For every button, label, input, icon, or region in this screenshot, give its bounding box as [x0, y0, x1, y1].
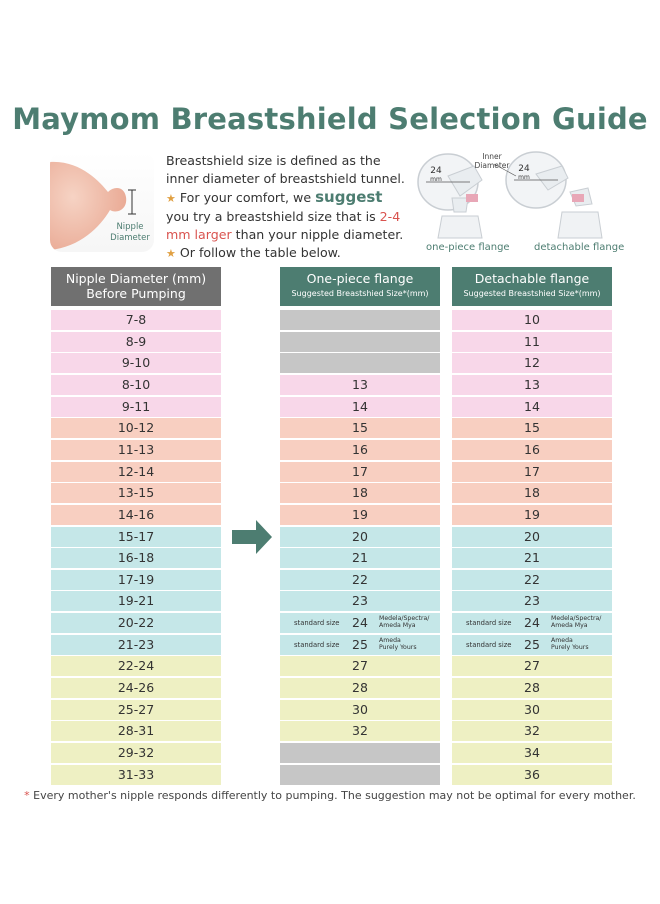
one-piece-cell	[280, 613, 440, 633]
nipple-cell: 28-31	[51, 721, 221, 741]
nipple-cell: 7-8	[51, 310, 221, 330]
brand-note: Medela/Spectra/ Ameda Mya	[379, 615, 430, 629]
one-piece-cell	[280, 743, 440, 763]
brand-note: Ameda Purely Yours	[379, 637, 417, 651]
footnote-asterisk: *	[24, 789, 30, 802]
one-piece-cell: 30	[280, 700, 440, 720]
detachable-cell: 20	[452, 527, 612, 547]
one-piece-cell: 22	[280, 570, 440, 590]
nipple-cell: 29-32	[51, 743, 221, 763]
one-piece-cell: 32	[280, 721, 440, 741]
intro-text	[166, 152, 406, 263]
detachable-cell: 14	[452, 397, 612, 417]
one-piece-cell: 16	[280, 440, 440, 460]
one-piece-caption: one-piece flange	[426, 242, 510, 253]
nipple-cell: 31-33	[51, 765, 221, 785]
detachable-cell: 18	[452, 483, 612, 503]
detachable-cell: 16	[452, 440, 612, 460]
intro-definition: Breastshield size is defined as the inner diameter of breastshield tunnel.	[166, 153, 405, 186]
nipple-cell: 17-19	[51, 570, 221, 590]
one-piece-cell: 17	[280, 462, 440, 482]
nipple-cell: 20-22	[51, 613, 221, 633]
detachable-cell: 28	[452, 678, 612, 698]
star-icon: ★	[166, 247, 176, 260]
nipple-cell: 16-18	[51, 548, 221, 568]
size-value: 25	[524, 637, 540, 652]
one-piece-cell: 18	[280, 483, 440, 503]
one-piece-cell: 28	[280, 678, 440, 698]
brand-note: Ameda Purely Yours	[551, 637, 589, 651]
one-piece-cell	[280, 332, 440, 352]
one-piece-cell: 21	[280, 548, 440, 568]
nipple-diameter-header: Nipple Diameter (mm) Before Pumping	[51, 267, 221, 306]
intro-suggestion: ★ For your comfort, we suggest you try a breastshield size that is 2-4 mm larger than your nipple diameter.	[166, 188, 404, 242]
nipple-cell: 10-12	[51, 418, 221, 438]
detachable-cell: 30	[452, 700, 612, 720]
standard-size-label: standard size	[466, 641, 512, 649]
one-piece-cell	[280, 765, 440, 785]
nipple-cell: 8-10	[51, 375, 221, 395]
nipple-diameter-label: Nipple Diameter	[110, 222, 150, 243]
footnote: * Every mother's nipple responds differently to pumping. The suggestion may not be optimal for every mother.	[24, 789, 636, 802]
inner-diameter-label: Inner Diameter	[474, 152, 510, 170]
detachable-cell: 32	[452, 721, 612, 741]
detachable-cell: 19	[452, 505, 612, 525]
intro-table-hint: ★ Or follow the table below.	[166, 245, 341, 260]
standard-size-label: standard size	[466, 619, 512, 627]
detachable-cell	[452, 635, 612, 655]
detachable-cell	[452, 613, 612, 633]
size-range-highlight: 2-4 mm larger	[166, 209, 401, 242]
size-value: 24	[524, 615, 540, 630]
size-value: 24	[352, 615, 368, 630]
nipple-cell: 14-16	[51, 505, 221, 525]
flange-illustration-icon	[412, 146, 632, 242]
one-piece-cell: 13	[280, 375, 440, 395]
standard-size-label: standard size	[294, 619, 340, 627]
detachable-cell: 22	[452, 570, 612, 590]
nipple-cell: 13-15	[51, 483, 221, 503]
detachable-cell: 10	[452, 310, 612, 330]
one-piece-size-value: 24	[430, 166, 442, 176]
nipple-cell: 11-13	[51, 440, 221, 460]
nipple-cell: 24-26	[51, 678, 221, 698]
nipple-cell: 25-27	[51, 700, 221, 720]
nipple-cell: 9-10	[51, 353, 221, 373]
nipple-cell: 8-9	[51, 332, 221, 352]
one-piece-cell: 27	[280, 656, 440, 676]
nipple-cell: 12-14	[51, 462, 221, 482]
detachable-cell: 13	[452, 375, 612, 395]
detachable-cell: 27	[452, 656, 612, 676]
detachable-cell: 12	[452, 353, 612, 373]
page-title: Maymom Breastshield Selection Guide	[12, 102, 648, 136]
flange-diagram	[412, 146, 632, 258]
brand-note: Medela/Spectra/ Ameda Mya	[551, 615, 602, 629]
detachable-cell: 15	[452, 418, 612, 438]
one-piece-cell	[280, 353, 440, 373]
detachable-cell: 34	[452, 743, 612, 763]
one-piece-cell: 20	[280, 527, 440, 547]
arrow-right-icon	[232, 520, 274, 554]
detachable-cell: 17	[452, 462, 612, 482]
size-value: 25	[352, 637, 368, 652]
nipple-cell: 21-23	[51, 635, 221, 655]
nipple-cell: 15-17	[51, 527, 221, 547]
detachable-cell: 21	[452, 548, 612, 568]
one-piece-cell: 19	[280, 505, 440, 525]
detachable-cell: 11	[452, 332, 612, 352]
nipple-illustration	[50, 152, 154, 252]
star-icon: ★	[166, 192, 176, 205]
one-piece-cell	[280, 635, 440, 655]
one-piece-cell: 23	[280, 591, 440, 611]
one-piece-header: One-piece flange Suggested Breastshied Size*(mm)	[280, 267, 440, 306]
detachable-header: Detachable flange Suggested Breastshied Size*(mm)	[452, 267, 612, 306]
one-piece-cell: 14	[280, 397, 440, 417]
nipple-cell: 9-11	[51, 397, 221, 417]
detachable-caption: detachable flange	[534, 242, 625, 253]
detachable-size-unit: mm	[518, 174, 530, 181]
one-piece-cell: 15	[280, 418, 440, 438]
nipple-cell: 22-24	[51, 656, 221, 676]
detachable-cell: 36	[452, 765, 612, 785]
suggest-highlight: suggest	[315, 188, 383, 206]
detachable-cell: 23	[452, 591, 612, 611]
one-piece-cell	[280, 310, 440, 330]
standard-size-label: standard size	[294, 641, 340, 649]
nipple-cell: 19-21	[51, 591, 221, 611]
detachable-size-value: 24	[518, 164, 530, 174]
one-piece-size-unit: mm	[430, 176, 442, 183]
